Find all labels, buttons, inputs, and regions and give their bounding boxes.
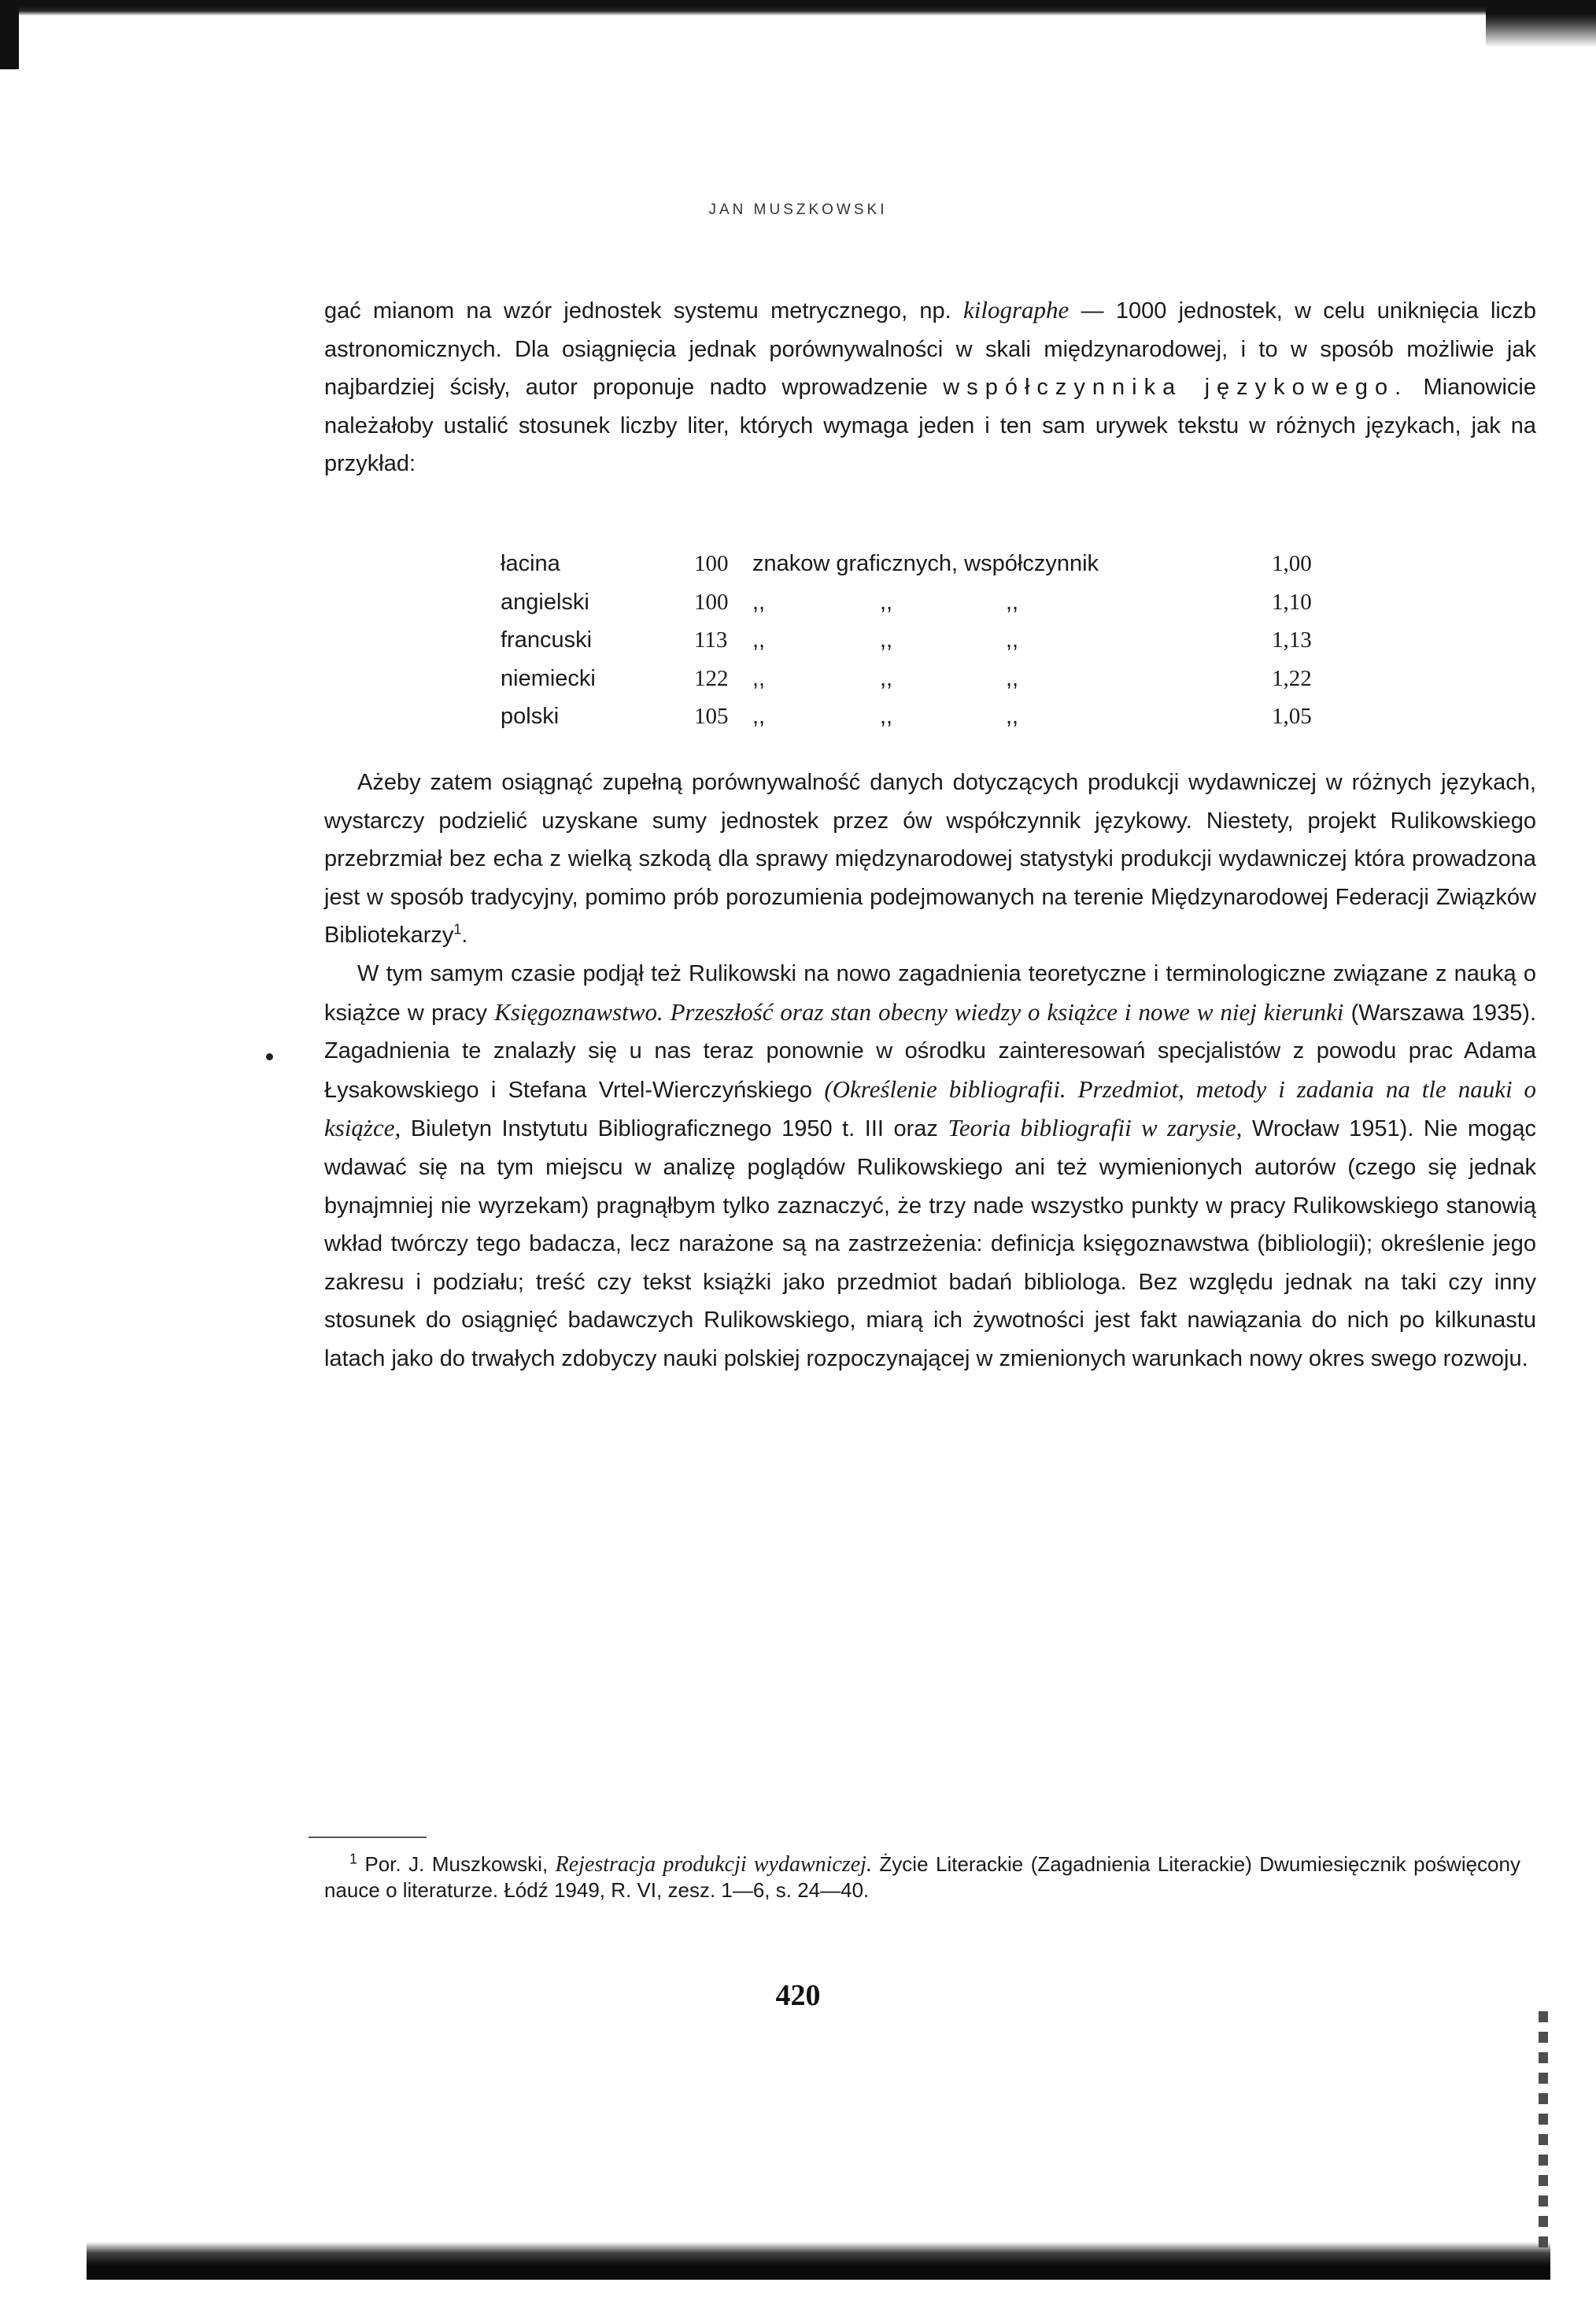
ditto-mark: ,, xyxy=(752,589,766,615)
ditto-mark: ,, xyxy=(1006,665,1019,691)
book-title-teoria: Teoria bibliografii w zarysie, xyxy=(948,1114,1243,1142)
comparability-text xyxy=(324,764,1536,955)
book-title-ksiegoznawstwo: Księgoznawstwo. Przeszłość oraz stan obecny wiedzy o książce i nowe w niej kierunki xyxy=(494,997,1344,1026)
table-row xyxy=(501,627,1312,666)
footnote-details: Życie Literackie (Zagadnienia Literackie) Dwumiesięcznik poświęcony nauce o literaturze. Łódź 1949, R. VI, zesz. 1—6, s. 24—40. xyxy=(324,1852,1520,1902)
running-header: JAN MUSZKOWSKI xyxy=(708,202,888,218)
ditto-mark: ,, xyxy=(1006,704,1019,730)
intro-text-middle: — 1000 jednostek, w celu uniknięcia liczb astronomicznych. Dla osiągnięcia jednak porównywalności w skali międzynarodowej, i to w sposób możliwie jak najbardziej ścisły, autor proponuje nadto wprowadzenie xyxy=(324,298,1536,401)
coefficient-cell: 1,05 xyxy=(1272,704,1312,730)
ditto-mark: ,, xyxy=(880,704,893,730)
spaced-term: współczynnika językowego. xyxy=(943,375,1409,401)
language-cell: francuski xyxy=(501,627,593,653)
ditto-mark: ,, xyxy=(752,704,766,730)
count-cell: 122 xyxy=(694,665,729,691)
count-cell: 100 xyxy=(694,551,729,576)
coefficient-cell: 1,22 xyxy=(1272,665,1312,691)
scan-shadow-corner-right xyxy=(1486,0,1596,47)
language-cell: łacina xyxy=(501,551,560,576)
language-cell: niemiecki xyxy=(501,665,596,691)
table-row xyxy=(501,704,1312,742)
description-cell: znakow graficznych, współczynnik xyxy=(752,551,1099,576)
ditto-mark: ,, xyxy=(880,627,893,653)
page-number: 420 xyxy=(775,1979,821,2012)
footnote xyxy=(324,1851,1520,1903)
coefficient-cell: 1,13 xyxy=(1272,627,1312,653)
table-row xyxy=(501,665,1312,705)
intro-text-start: gać mianom na wzór jednostek systemu metrycznego, np. xyxy=(324,298,951,324)
ditto-mark: ,, xyxy=(1006,589,1019,615)
count-cell: 100 xyxy=(694,589,729,615)
language-cell: polski xyxy=(501,704,560,730)
footnote-reference[interactable]: 1 xyxy=(453,921,462,938)
margin-dot xyxy=(266,1053,273,1060)
terminology-text-1: W tym samym czasie podjął też Rulikowski na nowo zagadnienia teoretyczne i terminologiczne związane z nauką o książce w pracy xyxy=(324,960,1536,1026)
footnote-author: Por. J. Muszkowski, xyxy=(364,1852,549,1876)
scan-shadow-bottom xyxy=(87,2242,1550,2280)
kilographe-term: kilographe xyxy=(963,296,1070,324)
ditto-mark: ,, xyxy=(880,589,893,615)
ditto-mark: ,, xyxy=(1006,627,1019,653)
ditto-mark: ,, xyxy=(752,627,766,653)
comparability-body: Ażeby zatem osiągnąć zupełną porównywalność danych dotyczących produkcji wydawniczej w różnych językach, wystarczy podzielić uzyskane sumy jednostek przez ów współczynnik językowy. Niestety, projekt Rulikowskiego przebrzmiał bez echa z wielką szkodą dla sprawy międzynarodowej statystyki produkcji wydawniczej która prowadzona jest w sposób tradycyjny, pomimo prób porozumienia podejmowanych na terenie Międzynarodowej Federacji Związków Bibliotekarzy xyxy=(324,770,1536,949)
scan-edge-marks xyxy=(1539,2011,1548,2247)
footnote-title: Rejestracja produkcji wydawniczej. xyxy=(555,1852,872,1877)
comparability-end: . xyxy=(461,923,468,949)
count-cell: 113 xyxy=(694,627,728,653)
intro-text-end: Mianowicie należałoby ustalić stosunek liczby liter, których wymaga jeden i ten sam urywek tekstu w różnych językach, jak na przykład: xyxy=(324,375,1536,477)
table-row xyxy=(501,551,1312,590)
terminology-text-4: Wrocław 1951). Nie mogąc wdawać się na tym miejscu w analizę poglądów Rulikowskiego ani też wymienionych autorów (czego się jednak bynajmniej nie wyrzekam) pragnąłbym tylko zaznaczyć, że trzy nade wszystko punkty w pracy Rulikowskiego stanowią wkład twórczy tego badacza, lecz narażone są na zastrzeżenia: definicja księgoznawstwa (bibliologii); określenie jego zakresu i podziału; treść czy tekst książki jako przedmiot badań bibliologa. Bez względu jednak na taki czy inny stosunek do osiągnięć badawczych Rulikowskiego, miarą ich żywotności jest fakt nawiązania do nich po kilkunastu latach jako do trwałych zdobyczy nauki polskiej rozpoczynającej w zmienionych warunkach nowy okres swego rozwoju. xyxy=(324,1116,1537,1371)
coefficient-cell: 1,10 xyxy=(1272,589,1312,615)
scan-shadow-top xyxy=(0,0,1596,55)
scan-shadow-corner-left xyxy=(0,0,19,69)
coefficient-cell: 1,00 xyxy=(1272,551,1312,576)
footnote-number: 1 xyxy=(349,1851,358,1867)
table-row xyxy=(501,589,1312,628)
paragraph-comparability xyxy=(324,764,1536,1378)
language-cell: angielski xyxy=(501,589,589,615)
terminology-text-2: (Warszawa 1935). Zagadnienia te znalazły się u nas teraz ponownie w ośrodku zainteresowań specjalistów z powodu prac Adama Łysakowskiego i Stefana Vrtel-Wierczyńskiego xyxy=(324,1000,1537,1103)
ditto-mark: ,, xyxy=(752,665,766,691)
terminology-text-3: Biuletyn Instytutu Bibliograficznego 1950 t. III oraz xyxy=(410,1116,938,1142)
footnote-rule xyxy=(308,1837,427,1838)
book-title-okreslenie: (Określenie bibliografii. Przedmiot, metody i zadania na tle nauki o książce, xyxy=(324,1075,1536,1142)
ditto-mark: ,, xyxy=(880,665,893,691)
language-coefficient-table xyxy=(501,551,1312,742)
count-cell: 105 xyxy=(694,704,729,730)
paragraph-terminology xyxy=(324,955,1536,1378)
paragraph-intro xyxy=(324,291,1536,483)
